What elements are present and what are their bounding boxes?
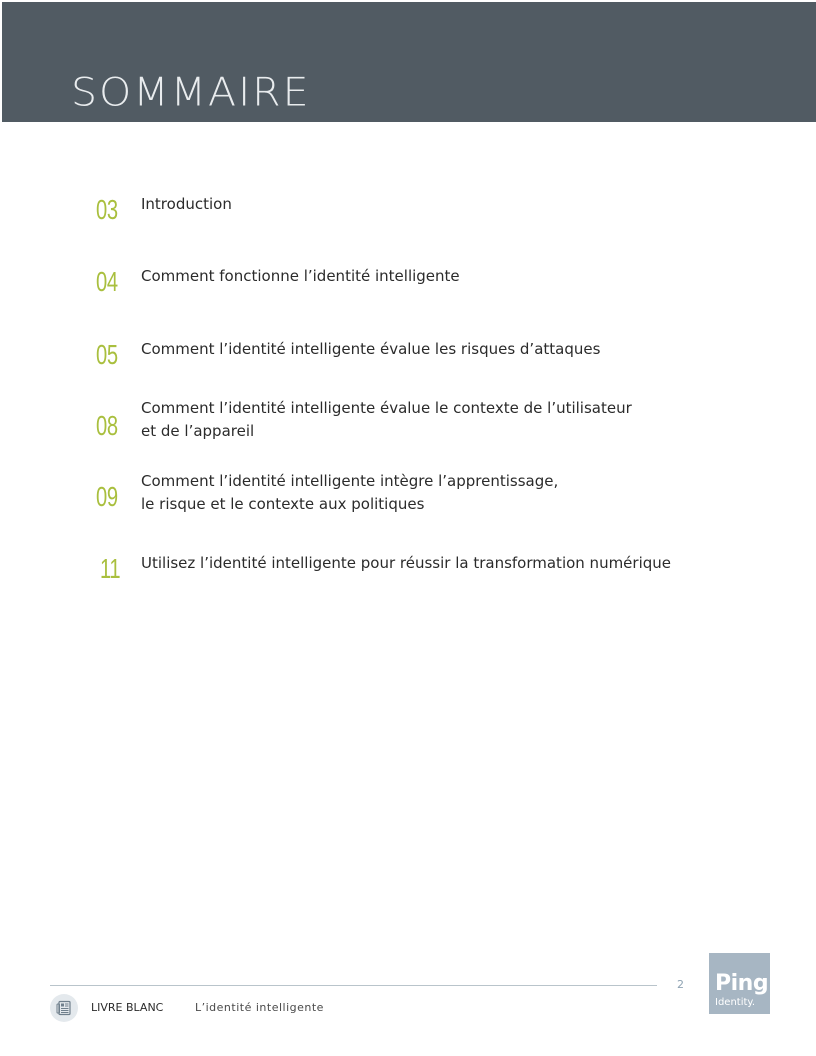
toc-page-number: 04: [96, 266, 118, 297]
toc-title-line-2: le risque et le contexte aux politiques: [141, 495, 425, 513]
toc-title-line-2: et de l’appareil: [141, 422, 255, 440]
toc-title-line-1: Comment l’identité intelligente évalue le contexte de l’utilisateur: [141, 399, 632, 417]
toc-page-number: 11: [100, 553, 121, 584]
toc-title: Comment fonctionne l’identité intelligente: [141, 267, 460, 285]
footer-label: LIVRE BLANC: [91, 1001, 164, 1014]
logo-subtext: Identity.: [715, 997, 756, 1008]
toc-title: Comment l’identité intelligente évalue les risques d’attaques: [141, 340, 601, 358]
toc-title: Utilisez l’identité intelligente pour réussir la transformation numérique: [141, 554, 672, 572]
logo-word: Ping: [715, 971, 769, 996]
toc-page-number: 03: [96, 194, 118, 225]
footer-divider: [50, 985, 657, 986]
toc-title-line-1: Comment l’identité intelligente intègre l’apprentissage,: [141, 472, 559, 490]
toc-page-number: 08: [96, 410, 118, 441]
page-number: 2: [677, 978, 684, 991]
ping-identity-logo: [709, 953, 770, 1014]
page-title: SOMMAIRE: [71, 69, 311, 115]
toc-title: Introduction: [141, 195, 232, 213]
footer-document-title: L’identité intelligente: [195, 1001, 324, 1014]
toc-page-number: 05: [96, 339, 118, 370]
toc-page-number: 09: [96, 481, 118, 512]
document-icon: [50, 994, 78, 1022]
